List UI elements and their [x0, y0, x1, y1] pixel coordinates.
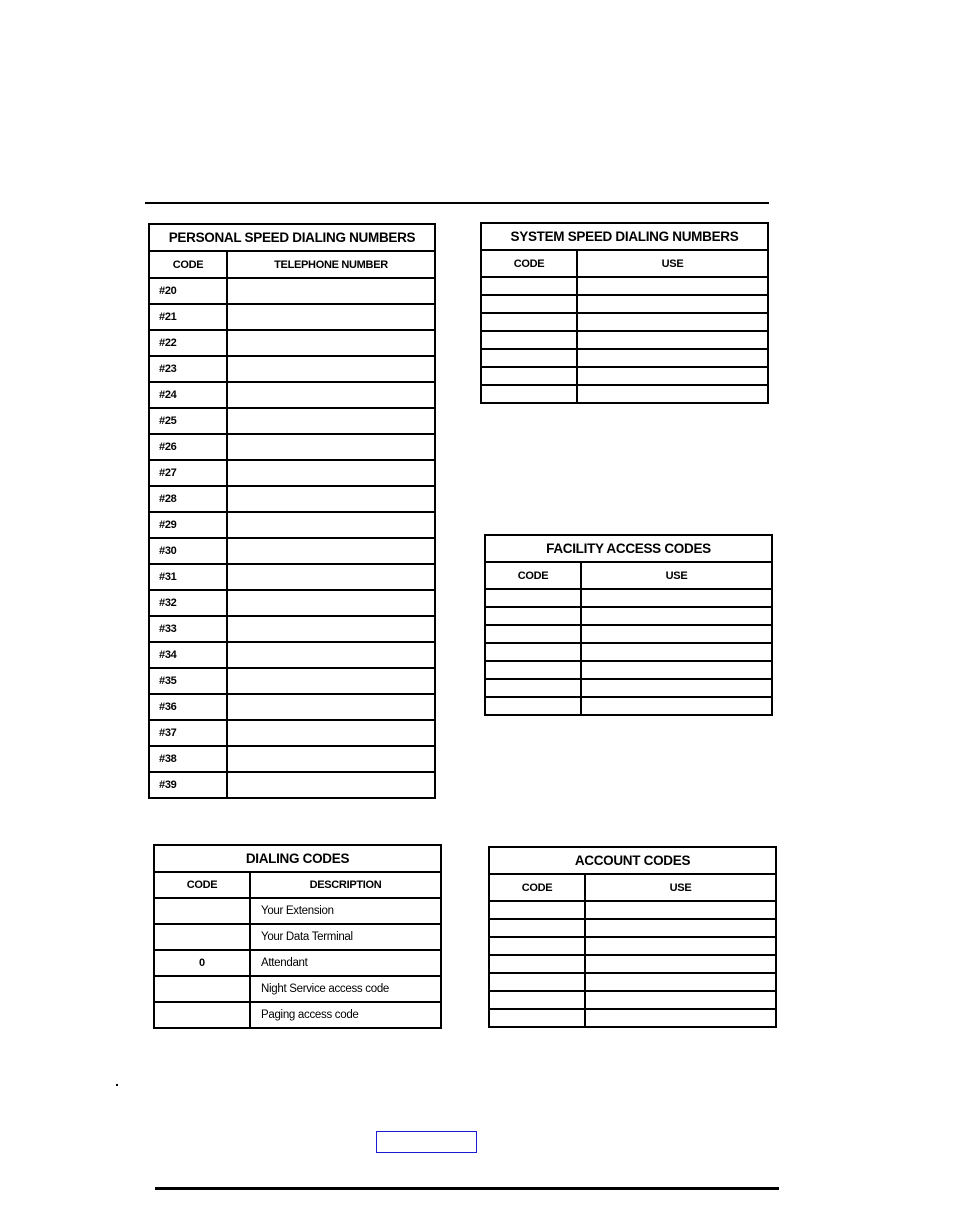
account-cell-use [585, 973, 776, 991]
system-cell-use [577, 277, 768, 295]
personal-cell-number [227, 642, 435, 668]
facility-cell-use [581, 697, 772, 715]
dialing-cell-code [154, 1002, 250, 1028]
top-rule [145, 202, 769, 204]
dialing-table-row [154, 1002, 441, 1028]
facility-table-row [485, 679, 772, 697]
system-table-row [481, 295, 768, 313]
personal-cell-code: #39 [149, 772, 227, 798]
personal-table-row [149, 330, 435, 356]
system-table-row [481, 277, 768, 295]
personal-cell-number [227, 304, 435, 330]
dialing-codes-table [153, 844, 442, 1029]
system-cell-code [481, 331, 577, 349]
facility-table-row [485, 625, 772, 643]
facility-cell-code [485, 643, 581, 661]
personal-cell-code: #21 [149, 304, 227, 330]
personal-cell-number [227, 668, 435, 694]
account-cell-code [489, 937, 585, 955]
facility-cell-code [485, 679, 581, 697]
personal-cell-number [227, 434, 435, 460]
facility-cell-code [485, 697, 581, 715]
personal-table-row [149, 642, 435, 668]
personal-table-row [149, 564, 435, 590]
personal-cell-code: #27 [149, 460, 227, 486]
personal-table-row [149, 616, 435, 642]
facility-col-use: USE [581, 562, 772, 589]
system-cell-code [481, 385, 577, 403]
account-cell-use [585, 937, 776, 955]
personal-table-row [149, 772, 435, 798]
facility-table-row [485, 643, 772, 661]
personal-cell-code: #26 [149, 434, 227, 460]
system-table-row [481, 367, 768, 385]
system-speed-dialing-table [480, 222, 769, 404]
account-table-row [489, 901, 776, 919]
personal-table-row [149, 668, 435, 694]
account-cell-use [585, 955, 776, 973]
account-cell-code [489, 991, 585, 1009]
personal-cell-code: #25 [149, 408, 227, 434]
system-table-row [481, 385, 768, 403]
account-table-row [489, 919, 776, 937]
scan-speck [116, 1084, 118, 1086]
personal-table-row [149, 694, 435, 720]
account-table-row [489, 955, 776, 973]
personal-table-row [149, 408, 435, 434]
personal-cell-code: #34 [149, 642, 227, 668]
account-cell-code [489, 1009, 585, 1027]
facility-table-row [485, 607, 772, 625]
facility-cell-use [581, 625, 772, 643]
system-table-row [481, 331, 768, 349]
account-cell-code [489, 955, 585, 973]
facility-cell-use [581, 643, 772, 661]
personal-cell-code: #37 [149, 720, 227, 746]
account-cell-code [489, 901, 585, 919]
account-cell-code [489, 973, 585, 991]
personal-cell-number [227, 512, 435, 538]
personal-cell-number [227, 564, 435, 590]
system-col-code: CODE [481, 250, 577, 277]
personal-cell-code: #36 [149, 694, 227, 720]
account-col-use: USE [585, 874, 776, 901]
personal-cell-code: #29 [149, 512, 227, 538]
system-cell-code [481, 277, 577, 295]
system-table-title: SYSTEM SPEED DIALING NUMBERS [481, 223, 768, 250]
account-table-row [489, 937, 776, 955]
personal-cell-code: #38 [149, 746, 227, 772]
personal-cell-code: #33 [149, 616, 227, 642]
system-cell-use [577, 295, 768, 313]
personal-table-row [149, 538, 435, 564]
personal-table-row [149, 434, 435, 460]
dialing-cell-code: 0 [154, 950, 250, 976]
system-cell-code [481, 313, 577, 331]
dialing-col-desc: DESCRIPTION [250, 872, 441, 898]
facility-table-row [485, 589, 772, 607]
personal-col-number: TELEPHONE NUMBER [227, 251, 435, 278]
facility-access-codes-table [484, 534, 773, 716]
account-col-code: CODE [489, 874, 585, 901]
facility-cell-code [485, 661, 581, 679]
system-cell-code [481, 349, 577, 367]
dialing-table-row [154, 924, 441, 950]
account-table-row [489, 1009, 776, 1027]
personal-cell-number [227, 460, 435, 486]
personal-cell-code: #35 [149, 668, 227, 694]
personal-table-row [149, 460, 435, 486]
dialing-cell-desc: Your Extension [250, 898, 441, 924]
dialing-cell-desc: Your Data Terminal [250, 924, 441, 950]
personal-cell-number [227, 694, 435, 720]
system-table-row [481, 349, 768, 367]
account-cell-use [585, 901, 776, 919]
account-cell-code [489, 919, 585, 937]
facility-table-row [485, 697, 772, 715]
personal-cell-number [227, 356, 435, 382]
account-codes-table [488, 846, 777, 1028]
account-cell-use [585, 1009, 776, 1027]
facility-cell-code [485, 625, 581, 643]
personal-cell-code: #23 [149, 356, 227, 382]
account-cell-use [585, 991, 776, 1009]
personal-cell-number [227, 382, 435, 408]
personal-cell-number [227, 616, 435, 642]
facility-cell-code [485, 607, 581, 625]
personal-cell-code: #30 [149, 538, 227, 564]
personal-cell-number [227, 330, 435, 356]
personal-cell-number [227, 538, 435, 564]
facility-cell-code [485, 589, 581, 607]
dialing-table-row [154, 950, 441, 976]
dialing-cell-desc: Paging access code [250, 1002, 441, 1028]
personal-col-code: CODE [149, 251, 227, 278]
facility-cell-use [581, 589, 772, 607]
navigation-link-box[interactable] [376, 1131, 477, 1153]
personal-table-row [149, 356, 435, 382]
dialing-col-code: CODE [154, 872, 250, 898]
personal-table-row [149, 486, 435, 512]
personal-table-row [149, 746, 435, 772]
system-col-use: USE [577, 250, 768, 277]
personal-cell-code: #22 [149, 330, 227, 356]
personal-cell-number [227, 590, 435, 616]
personal-cell-number [227, 486, 435, 512]
account-table-row [489, 973, 776, 991]
personal-table-row [149, 512, 435, 538]
personal-table-title: PERSONAL SPEED DIALING NUMBERS [149, 224, 435, 251]
personal-cell-code: #28 [149, 486, 227, 512]
personal-cell-number [227, 720, 435, 746]
personal-cell-number [227, 746, 435, 772]
system-cell-use [577, 367, 768, 385]
personal-cell-number [227, 408, 435, 434]
account-cell-use [585, 919, 776, 937]
system-cell-code [481, 367, 577, 385]
system-table-row [481, 313, 768, 331]
system-cell-code [481, 295, 577, 313]
system-cell-use [577, 385, 768, 403]
facility-table-title: FACILITY ACCESS CODES [485, 535, 772, 562]
system-cell-use [577, 349, 768, 367]
personal-table-row [149, 720, 435, 746]
facility-col-code: CODE [485, 562, 581, 589]
facility-table-row [485, 661, 772, 679]
personal-table-row [149, 590, 435, 616]
personal-table-row [149, 278, 435, 304]
dialing-cell-desc: Attendant [250, 950, 441, 976]
personal-cell-code: #32 [149, 590, 227, 616]
facility-cell-use [581, 607, 772, 625]
dialing-cell-code [154, 898, 250, 924]
account-table-title: ACCOUNT CODES [489, 847, 776, 874]
personal-cell-code: #31 [149, 564, 227, 590]
dialing-table-row [154, 976, 441, 1002]
system-cell-use [577, 331, 768, 349]
system-cell-use [577, 313, 768, 331]
personal-table-row [149, 382, 435, 408]
bottom-rule [155, 1187, 779, 1190]
personal-cell-number [227, 772, 435, 798]
dialing-cell-code [154, 924, 250, 950]
dialing-table-row [154, 898, 441, 924]
personal-table-row [149, 304, 435, 330]
dialing-table-title: DIALING CODES [154, 845, 441, 872]
personal-cell-code: #20 [149, 278, 227, 304]
personal-speed-dialing-table [148, 223, 436, 799]
facility-cell-use [581, 679, 772, 697]
facility-cell-use [581, 661, 772, 679]
account-table-row [489, 991, 776, 1009]
dialing-cell-code [154, 976, 250, 1002]
dialing-cell-desc: Night Service access code [250, 976, 441, 1002]
personal-cell-code: #24 [149, 382, 227, 408]
personal-cell-number [227, 278, 435, 304]
